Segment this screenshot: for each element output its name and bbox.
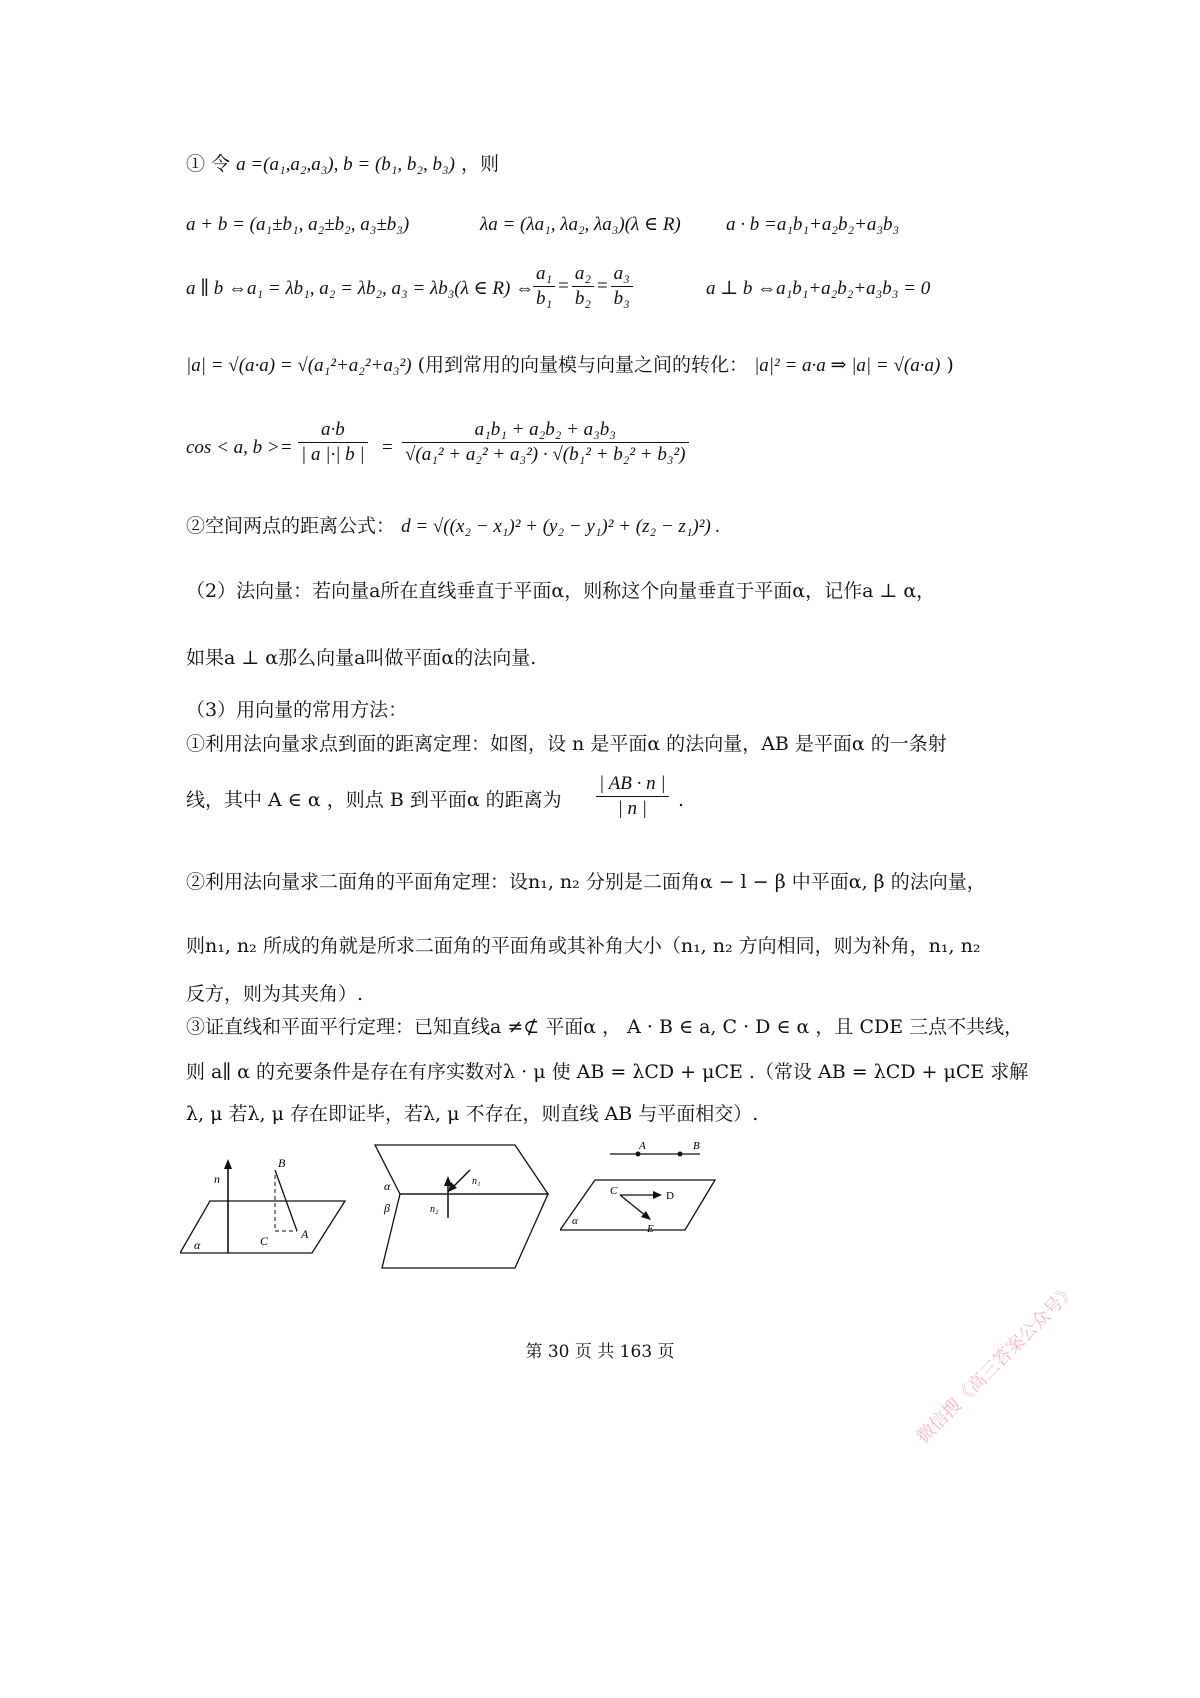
label-a: A <box>301 1227 309 1241</box>
label-b: B <box>693 1140 700 1152</box>
label-n1: n₁ <box>472 1176 481 1187</box>
distance-fraction: $\frac{| AB \cdot n |}{| n |}$ <box>596 772 669 821</box>
cosine-angle-left: cos < a, b >= <box>186 437 293 458</box>
plane-beta-shape <box>382 1194 548 1268</box>
label-alpha: α <box>194 1238 201 1252</box>
distance-text: 线，其中 A ∈ α ，则点 B 到平面α 的距离为 <box>186 789 562 811</box>
line-plane-parallel-theorem: ③证直线和平面平行定理：已知直线a ≠⊄ 平面α ， A · B ∈ a, C · D ∈ α ，且 CDE 三点不共线， <box>186 1016 1024 1038</box>
normal-vector-definition-cont: 如果a ⊥ α那么向量a叫做平面α的法向量. <box>186 647 537 669</box>
dihedral-angle-theorem-cont: 则n₁, n₂ 所成的角就是所求二面角的平面角或其补角大小（n₁, n₂ 方向相同，则为补角，n₁, n₂ <box>186 935 981 957</box>
vector-norm-line <box>186 351 1050 380</box>
label-alpha: α <box>384 1179 391 1193</box>
watermark: 微信搜《高三答案公众号》 <box>912 1280 1081 1448</box>
figure-point-plane-distance <box>180 1155 355 1270</box>
vector-norm-formula: |a| = √(a·a) = √(a₁²+a₂²+a₃²) <box>186 355 412 376</box>
cd-arrowhead <box>653 1191 662 1199</box>
distance-end: . <box>678 789 685 811</box>
vector-definition-line <box>186 150 1050 179</box>
parallel-condition-formula: a ∥ b ⇔a₁ = λb₁, a₂ = λb₂, a₃ = λb₃(λ ∈ R) ⇔ <box>186 278 535 299</box>
distance-formula: d = √((x₂ − x₁)² + (y₂ − y₁)² + (z₂ − z₁)²) . <box>401 516 721 537</box>
label-e: E <box>647 1223 654 1235</box>
ratio-fractions: $\frac{\text{a₁}}{\text{b₁}}$ = $\frac{\text{a₂}}{\text{b₂}}$ = $\frac{\text{a₃}}{\text{b₃}}$ <box>530 262 636 311</box>
perpendicular-condition-formula: a ⊥ b ⇔a₁b₁+a₂b₂+a₃b₃ = 0 <box>706 278 931 299</box>
label-n2: n₂ <box>430 1204 439 1215</box>
vector-ce <box>620 1195 646 1216</box>
line-plane-parallel-condition: 则 a∥ α 的充要条件是存在有序实数对λ · μ 使 AB = λCD + μCE .（常设 AB = λCD + μCE 求解 <box>186 1061 1029 1083</box>
label-c: C <box>260 1234 269 1248</box>
figure-dihedral-angle <box>370 1140 560 1275</box>
vector-sum-formula: a + b = (a₁±b₁, a₂±b₂, a₃±b₃) <box>186 214 410 235</box>
normal-arrowhead <box>224 1159 232 1169</box>
label-alpha: α <box>572 1215 578 1227</box>
distance-formula-label: ②空间两点的距离公式： <box>186 515 396 537</box>
norm-note-text: (用到常用的向量模与向量之间的转化： <box>417 354 749 376</box>
cosine-fraction-coordinates: $\frac{\text{a₁b₁ + a₂b₂ + a₃b₃}}{\text{√(a₁² + a₂² + a₃²) · √(b₁² + b₂² + b₃²)}}$ <box>402 418 689 467</box>
point-plane-distance-theorem: ①利用法向量求点到面的距离定理：如图，设 n 是平面α 的法向量，AB 是平面α 的一条射 <box>186 733 947 755</box>
ratio-fraction-1: $\frac{\text{a₁}}{\text{b₁}}$ <box>533 262 555 311</box>
cosine-formula-line <box>186 418 1050 480</box>
plane-alpha-shape <box>375 1145 548 1194</box>
label-beta: β <box>384 1201 390 1215</box>
label-a: A <box>639 1140 646 1152</box>
line-prefix: ① 令 <box>186 153 231 175</box>
point-plane-distance-line <box>186 772 1050 832</box>
point-b <box>678 1152 683 1157</box>
cosine-fraction-vectors: $\frac{a\cdot b}{| a |\cdot| b |}$ <box>298 418 368 467</box>
normal-n1 <box>452 1170 470 1188</box>
line-plane-parallel-end: λ, μ 若λ, μ 存在即证毕，若λ, μ 不存在，则直线 AB 与平面相交）. <box>186 1103 759 1125</box>
scalar-multiplication-formula: λa = (λa₁, λa₂, λa₃)(λ ∈ R) <box>480 214 681 235</box>
label-n: n <box>214 1172 220 1186</box>
label-d: D <box>666 1190 674 1202</box>
dot-product-formula: a · b =a₁b₁+a₂b₂+a₃b₃ <box>726 214 900 235</box>
label-c: C <box>610 1185 618 1197</box>
vector-coordinates-formula: a =(a₁,a₂,a₃), b = (b₁, b₂, b₃) <box>236 154 455 175</box>
point-a <box>636 1152 641 1157</box>
plane-alpha-shape <box>560 1180 715 1230</box>
norm-note-end: ) <box>946 354 954 376</box>
ratio-fraction-3: $\frac{\text{a₃}}{\text{b₃}}$ <box>611 262 633 311</box>
dihedral-angle-theorem-end: 反方，则为其夹角）. <box>186 983 364 1005</box>
distance-formula-line <box>186 512 1050 541</box>
norm-conversion-formula: |a|² = a·a ⇒ |a| = √(a·a) <box>754 355 941 376</box>
parallel-perpendicular-line <box>186 262 1050 316</box>
page-footer: 第 30 页 共 163 页 <box>525 1342 675 1362</box>
line-suffix: ，则 <box>460 153 499 175</box>
section-3-heading: （3）用向量的常用方法： <box>186 699 408 721</box>
label-b: B <box>278 1156 286 1170</box>
normal-vector-definition: （2）法向量：若向量a所在直线垂直于平面α，则称这个向量垂直于平面α，记作a ⊥ α， <box>186 580 936 602</box>
figure-line-plane-parallel <box>560 1140 750 1255</box>
ratio-fraction-2: $\frac{\text{a₂}}{\text{b₂}}$ <box>572 262 594 311</box>
dihedral-angle-theorem: ②利用法向量求二面角的平面角定理：设n₁, n₂ 分别是二面角α − l − β 中平面α, β 的法向量， <box>186 871 986 893</box>
equals-sign: = <box>382 437 393 458</box>
